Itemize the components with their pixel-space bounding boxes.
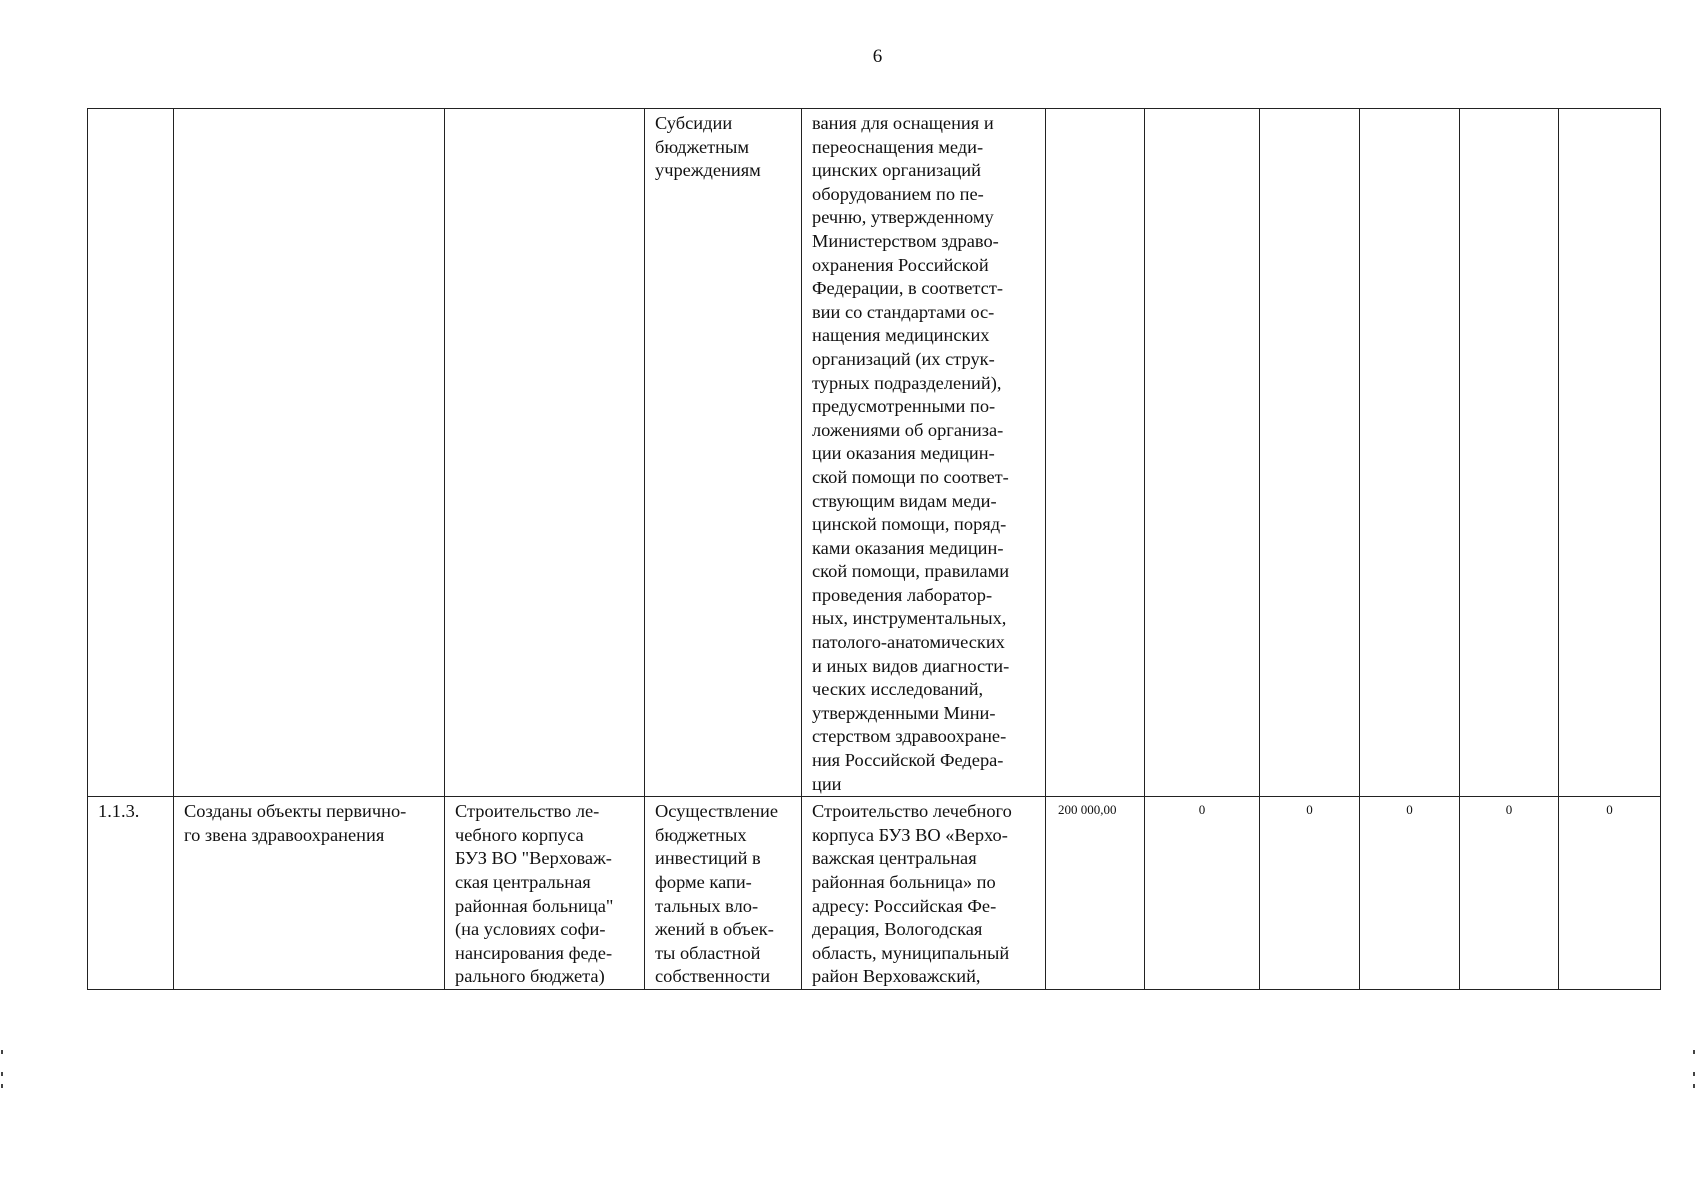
text-line: и иных видов диагности- <box>812 655 1010 676</box>
text-line: учреждениям <box>655 160 761 181</box>
cell-amount <box>1046 797 1145 990</box>
scan-edge-mark <box>1693 1050 1695 1054</box>
text-line: ния Российской Федера- <box>812 750 1004 771</box>
text-line: проведения лаборатор- <box>812 584 993 605</box>
text-line: цинской помощи, поряд- <box>812 514 1007 535</box>
text-line: предусмотренными по- <box>812 396 996 417</box>
text-line: районная больница" <box>455 895 614 916</box>
page-number: 6 <box>872 46 883 67</box>
cell-year-value <box>1559 109 1661 797</box>
text-line: форме капи- <box>655 872 752 892</box>
text-line: районная больница» по <box>812 872 996 892</box>
text-line: ты областной <box>655 942 761 963</box>
text-line: ской помощи по соответ- <box>812 466 1009 487</box>
text-line: вания для оснащения и <box>812 113 994 133</box>
text-line: оборудованием по пе- <box>812 183 984 204</box>
text-line: го звена здравоохранения <box>184 824 385 845</box>
text-line: бюджетным <box>655 136 750 157</box>
text-line: нансирования феде- <box>455 942 613 963</box>
table-row <box>88 109 1661 797</box>
cell-description <box>802 797 1046 990</box>
text-line: инвестиций в <box>655 848 761 869</box>
text-line: вии со стандартами ос- <box>812 301 995 322</box>
text-line: ская центральная <box>455 872 591 892</box>
text-line: патолого-анатомических <box>812 632 1005 653</box>
text-line: стерством здравоохране- <box>812 726 1007 747</box>
text-line: 0 <box>1406 802 1413 818</box>
text-line: турных подразделений), <box>812 372 1002 393</box>
text-line: ложениями об организа- <box>812 419 1004 440</box>
text-line: Субсидии <box>655 113 733 133</box>
text-line: охранения Российской <box>812 254 989 275</box>
text-line: 200 000,00 <box>1058 802 1117 818</box>
text-line: 0 <box>1306 802 1313 818</box>
text-line: речню, утвержденному <box>812 207 994 228</box>
cell-measure <box>445 797 645 990</box>
cell-year-value <box>1460 109 1559 797</box>
text-line: нащения медицинских <box>812 325 990 346</box>
cell-year-value <box>1360 797 1460 990</box>
text-line: дерация, Вологодская <box>812 919 983 940</box>
cell-number <box>88 109 174 797</box>
text-line: 1.1.3. <box>98 801 140 822</box>
text-line: ных, инструментальных, <box>812 608 1007 629</box>
cell-year-value <box>1260 109 1360 797</box>
text-line: Министерством здраво- <box>812 230 999 251</box>
text-line: ской помощи, правилами <box>812 561 1010 582</box>
text-line: Осуществление <box>655 801 779 822</box>
cell-amount <box>1046 109 1145 797</box>
cell-expense-type <box>645 797 802 990</box>
text-line: область, муниципальный <box>812 942 1010 963</box>
cell-year-value <box>1559 797 1661 990</box>
text-line: важская центральная <box>812 848 977 869</box>
text-line: 0 <box>1198 802 1206 818</box>
cell-result <box>174 109 445 797</box>
scan-edge-mark <box>1 1072 3 1076</box>
text-line: ствующим видам меди- <box>812 490 997 511</box>
text-line: Строительство лечебного <box>812 801 1012 822</box>
text-line: 0 <box>1505 802 1513 818</box>
scan-edge-mark <box>1693 1084 1695 1088</box>
table-row <box>88 797 1661 990</box>
text-line: жений в объек- <box>655 919 774 940</box>
text-line: корпуса БУЗ ВО «Верхо- <box>812 824 1008 845</box>
scan-edge-mark <box>1693 1072 1695 1076</box>
cell-year-value <box>1260 797 1360 990</box>
cell-year-value <box>1360 109 1460 797</box>
text-line: переоснащения меди- <box>812 136 984 157</box>
text-line: чебного корпуса <box>455 824 584 845</box>
text-line: бюджетных <box>655 824 747 845</box>
text-line: БУЗ ВО "Верховаж- <box>455 848 612 869</box>
scan-edge-mark <box>1 1084 3 1088</box>
text-line: ческих исследований, <box>812 679 984 700</box>
cell-result <box>174 797 445 990</box>
text-line: ками оказания медицин- <box>812 537 1004 558</box>
text-line: утвержденными Мини- <box>812 702 996 723</box>
cell-expense-type <box>645 109 802 797</box>
text-line: Федерации, в соответст- <box>812 278 1004 299</box>
text-line: рального бюджета) <box>455 966 605 987</box>
text-line: собственности <box>655 966 771 987</box>
cell-year-value <box>1145 109 1260 797</box>
cell-year-value <box>1145 797 1260 990</box>
text-line: ции оказания медицин- <box>812 443 995 464</box>
text-line: (на условиях софи- <box>455 919 606 940</box>
cell-measure <box>445 109 645 797</box>
scan-edge-mark <box>1 1050 3 1054</box>
program-table <box>87 108 1661 990</box>
text-line: 0 <box>1606 802 1613 818</box>
text-line: тальных вло- <box>655 895 759 916</box>
text-line: цинских организаций <box>812 160 981 181</box>
text-line: Созданы объекты первично- <box>184 801 407 822</box>
cell-description <box>802 109 1046 797</box>
cell-number <box>88 797 174 990</box>
text-line: организаций (их струк- <box>812 348 995 369</box>
text-line: район Верховажский, <box>812 966 981 987</box>
text-line: ции <box>812 773 842 794</box>
cell-year-value <box>1460 797 1559 990</box>
text-line: Строительство ле- <box>455 801 600 822</box>
text-line: адресу: Российская Фе- <box>812 895 997 916</box>
